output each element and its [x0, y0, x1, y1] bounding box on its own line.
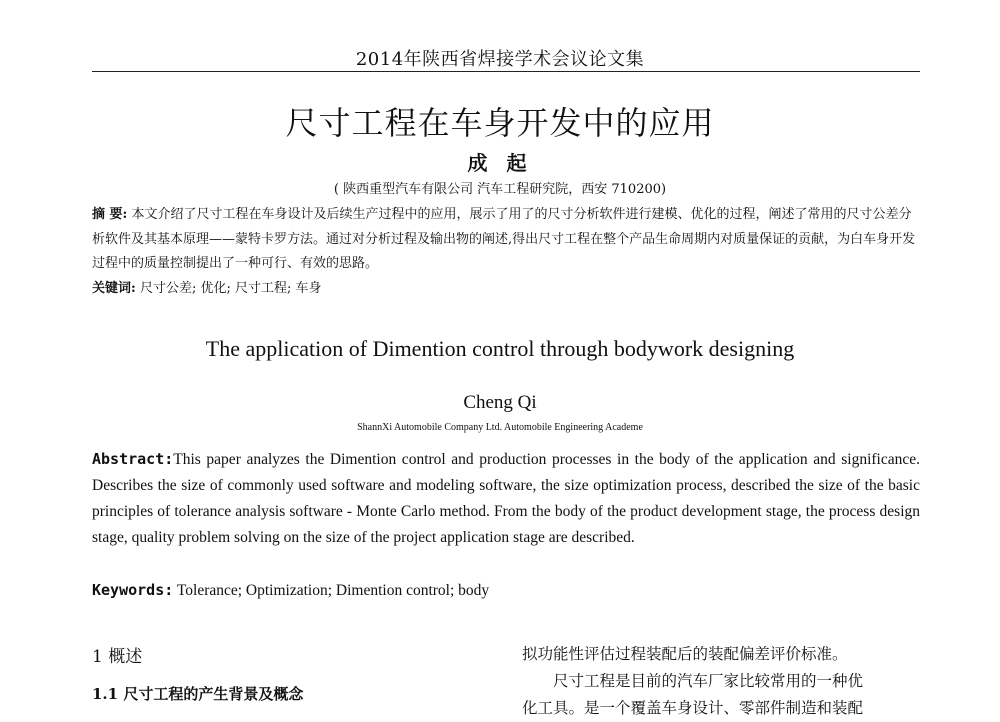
- chinese-affiliation: ( 陕西重型汽车有限公司 汽车工程研究院，西安 710200): [333, 182, 667, 197]
- english-author: Cheng Qi: [463, 392, 537, 413]
- english-abstract: [92, 446, 920, 551]
- chinese-abstract-text: 本文介绍了尺寸工程在车身设计及后续生产过程中的应用，展示了用了的尺寸分析软件进行建模、优化的过程，阐述了常用的尺寸公差分析软件及其基本原理——蒙特卡罗方法。通过对分析过程及输出物的阐述,得出尺寸工程在整个产品生命周期内对质量保证的贡献，为白车身开发过程中的质量控制提出了一种可行、有效的思路。: [92, 207, 916, 271]
- english-keywords: [92, 581, 489, 600]
- chinese-keywords: [92, 277, 920, 302]
- english-abstract-text: This paper analyzes the Dimention control and production processes in the body of the application and significance. Describes the size of commonly used software and modeling software, the size optimization process, described the size of the basic principles of tolerance analysis software - Monte Carlo method. From the body of the product development stage, the process design stage, quality problem solving on the size of the project application stage are described.: [92, 451, 920, 546]
- chinese-abstract-block: [92, 203, 920, 301]
- english-keywords-label: Keywords:: [92, 581, 174, 599]
- right-column-line-3: 化工具。是一个覆盖车身设计、零部件制造和装配: [522, 699, 864, 717]
- english-abstract-label: Abstract:: [92, 450, 174, 468]
- chinese-author: 成 起: [467, 151, 533, 175]
- right-column-line-1: 拟功能性评估过程装配后的装配偏差评价标准。: [522, 645, 848, 663]
- english-title: The application of Dimention control through bodywork designing: [205, 336, 795, 361]
- right-column-line-2: 尺寸工程是目前的汽车厂家比较常用的一种优: [553, 672, 864, 690]
- chinese-keywords-text: 尺寸公差; 优化; 尺寸工程; 车身: [135, 280, 322, 296]
- proceedings-header: 2014年陕西省焊接学术会议论文集: [355, 49, 645, 70]
- section-heading-1-1: 1.1 尺寸工程的产生背景及概念: [92, 685, 304, 703]
- chinese-abstract-label: 摘 要:: [92, 207, 128, 222]
- chinese-abstract: [92, 203, 920, 277]
- english-affiliation: ShannXi Automobile Company Ltd. Automobile Engineering Academe: [357, 422, 643, 433]
- section-heading-1: 1 概述: [92, 647, 143, 667]
- english-keywords-text: Tolerance; Optimization; Dimention control; body: [173, 582, 490, 599]
- chinese-keywords-label: 关键词:: [92, 280, 136, 296]
- chinese-title: 尺寸工程在车身开发中的应用: [285, 104, 715, 142]
- header-divider: [92, 71, 920, 72]
